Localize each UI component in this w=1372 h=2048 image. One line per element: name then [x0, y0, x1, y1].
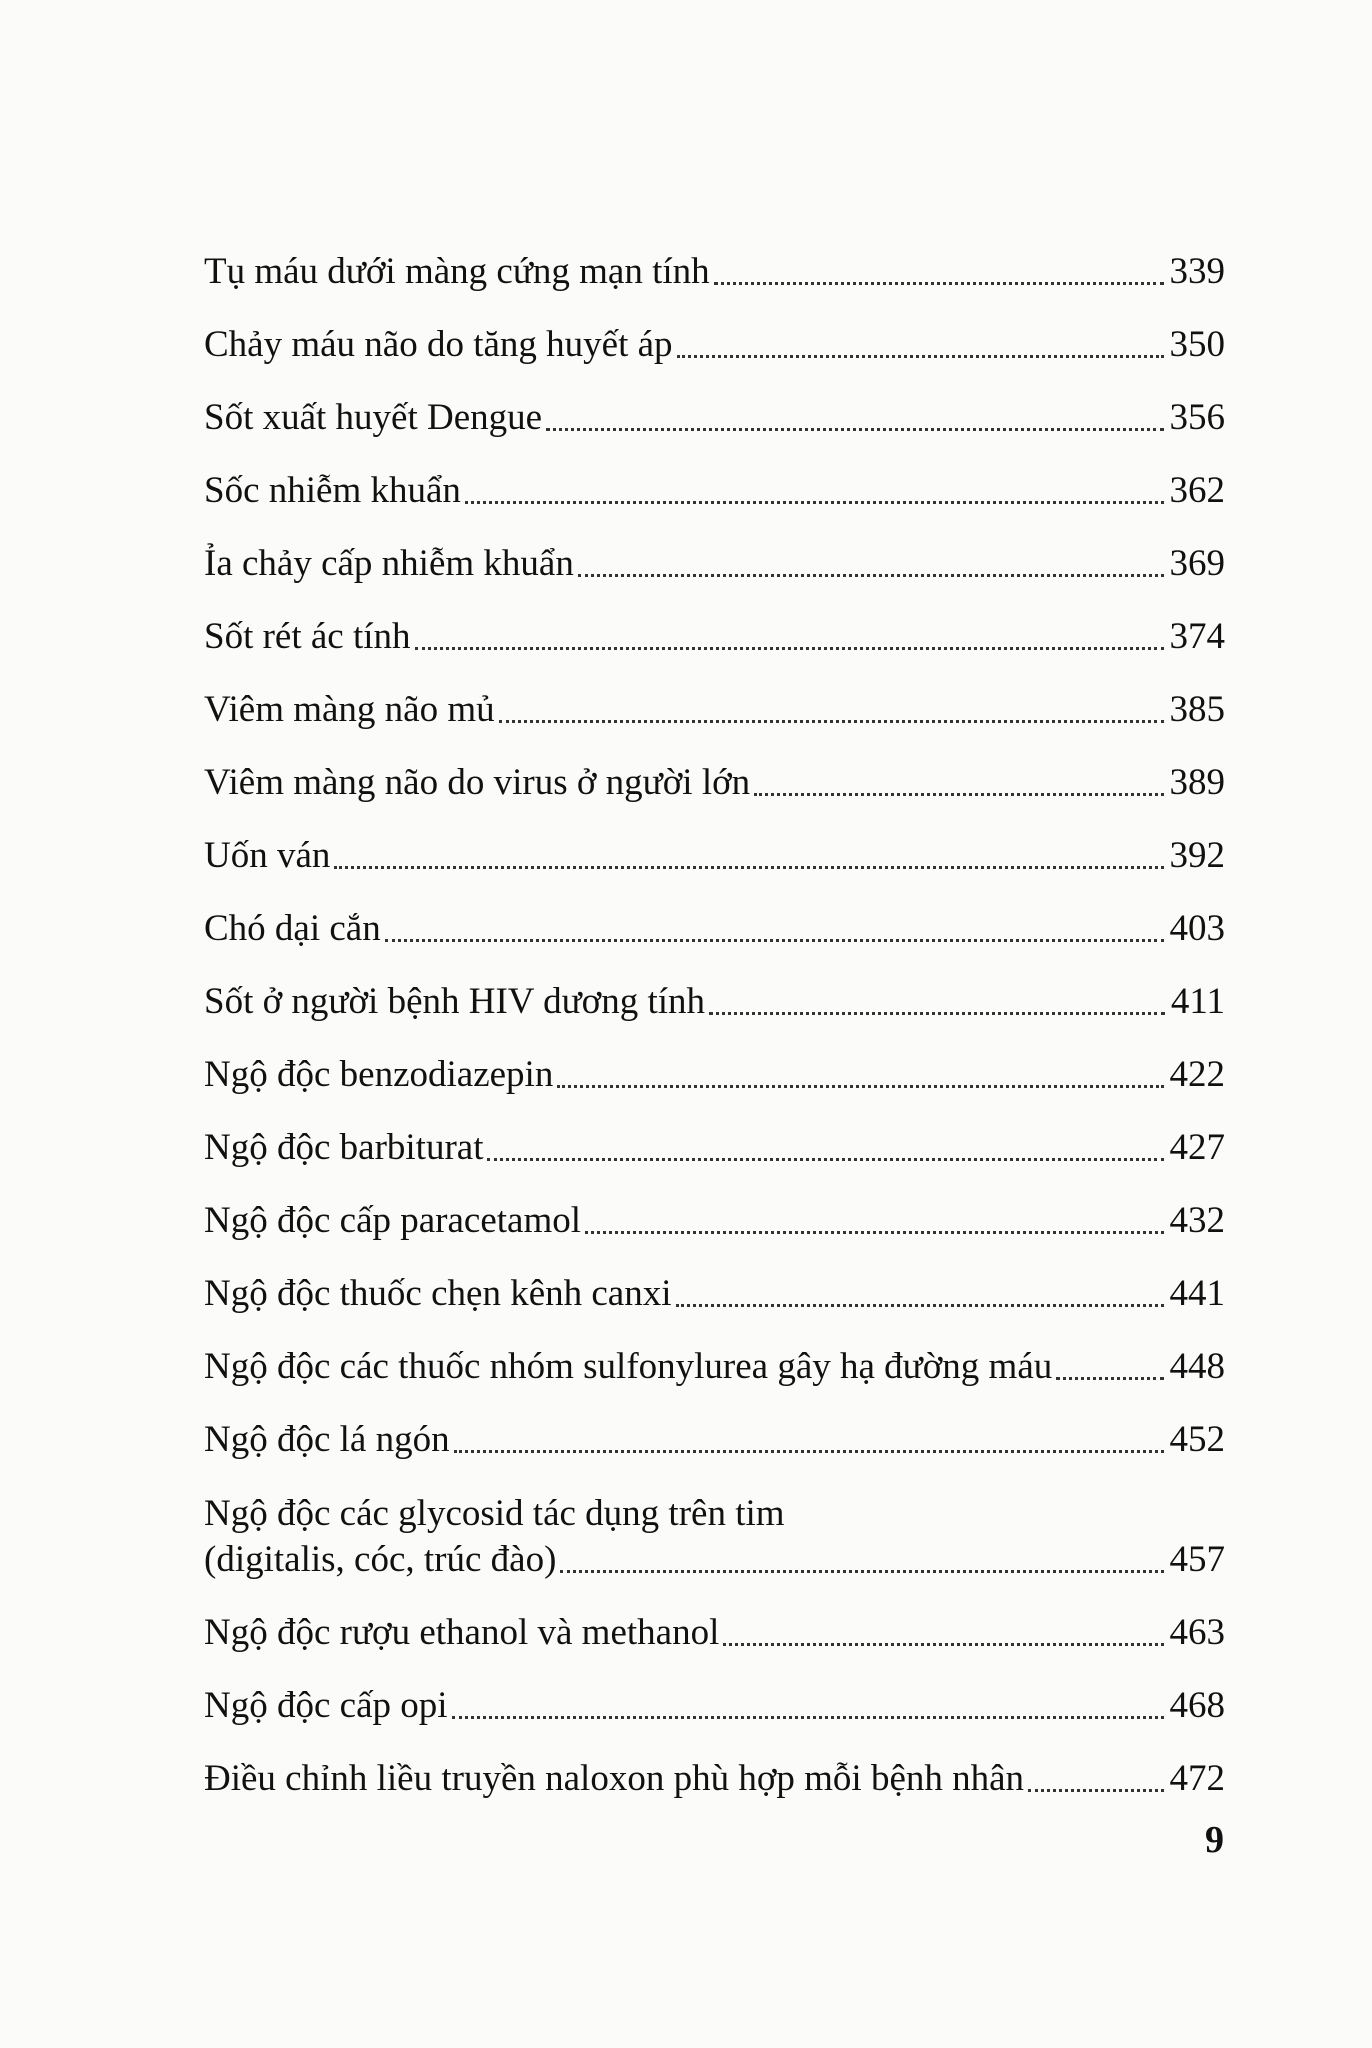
toc-entry-title: Ngộ độc cấp opi — [204, 1685, 448, 1726]
toc-entry — [204, 295, 1225, 368]
toc-entry-page: 385 — [1169, 689, 1225, 730]
toc-entry-page: 457 — [1169, 1539, 1225, 1580]
dot-leader — [1056, 1377, 1163, 1380]
toc-entry-title: Chảy máu não do tăng huyết áp — [204, 324, 673, 365]
dot-leader — [546, 428, 1163, 431]
toc-entry-title: Chó dại cắn — [204, 908, 381, 949]
toc-entry-page: 463 — [1169, 1612, 1225, 1653]
toc-entry — [204, 1244, 1225, 1317]
toc-entry — [204, 733, 1225, 806]
toc-entry-page: 403 — [1169, 908, 1225, 949]
toc-entry-title: Ngộ độc barbiturat — [204, 1127, 484, 1168]
toc-entry — [204, 587, 1225, 660]
table-of-contents — [204, 222, 1225, 1802]
dot-leader — [415, 647, 1164, 650]
dot-leader — [714, 282, 1164, 285]
toc-entry-page: 411 — [1170, 981, 1225, 1022]
toc-entry — [204, 1463, 1225, 1583]
toc-entry-title: Sốt rét ác tính — [204, 616, 411, 657]
toc-entry-page: 389 — [1169, 762, 1225, 803]
toc-entry-page: 422 — [1169, 1054, 1225, 1095]
dot-leader — [452, 1716, 1164, 1719]
dot-leader — [465, 501, 1164, 504]
toc-entry-title-line1: Ngộ độc các glycosid tác dụng trên tim — [204, 1493, 785, 1534]
dot-leader — [557, 1085, 1163, 1088]
toc-entry — [204, 1583, 1225, 1656]
toc-entry-page: 448 — [1169, 1346, 1225, 1387]
dot-leader — [487, 1158, 1163, 1161]
dot-leader — [499, 720, 1164, 723]
dot-leader — [334, 866, 1163, 869]
toc-entry-title: Ngộ độc benzodiazepin — [204, 1054, 554, 1095]
toc-entry-title: Uốn ván — [204, 835, 331, 876]
toc-entry-page: 356 — [1169, 397, 1225, 438]
dot-leader — [585, 1231, 1163, 1234]
toc-entry — [204, 806, 1225, 879]
toc-entry — [204, 879, 1225, 952]
dot-leader — [676, 1304, 1164, 1307]
dot-leader — [385, 939, 1164, 942]
toc-entry-page: 339 — [1169, 251, 1225, 292]
toc-entry-page: 369 — [1169, 543, 1225, 584]
toc-entry-title: Sốt ở người bệnh HIV dương tính — [204, 981, 706, 1022]
toc-entry — [204, 441, 1225, 514]
dot-leader — [723, 1643, 1163, 1646]
toc-entry — [204, 1656, 1225, 1729]
toc-entry — [204, 1171, 1225, 1244]
toc-entry — [204, 514, 1225, 587]
toc-entry-title: Ỉa chảy cấp nhiễm khuẩn — [204, 543, 574, 584]
toc-entry-title: Ngộ độc lá ngón — [204, 1419, 450, 1460]
toc-entry-page: 452 — [1169, 1419, 1225, 1460]
toc-entry — [204, 1025, 1225, 1098]
toc-entry-title: Ngộ độc thuốc chẹn kênh canxi — [204, 1273, 672, 1314]
dot-leader — [578, 574, 1164, 577]
toc-entry-page: 350 — [1169, 324, 1225, 365]
dot-leader — [754, 793, 1163, 796]
toc-entry-title: Ngộ độc rượu ethanol và methanol — [204, 1612, 720, 1653]
toc-entry-page: 374 — [1169, 616, 1225, 657]
toc-entry-title: Điều chỉnh liều truyền naloxon phù hợp mỗi bệnh nhân — [204, 1758, 1025, 1799]
toc-entry-title: Sốt xuất huyết Dengue — [204, 397, 543, 438]
dot-leader — [709, 1012, 1165, 1015]
toc-entry — [204, 660, 1225, 733]
toc-entry-title: Tụ máu dưới màng cứng mạn tính — [204, 251, 710, 292]
page-number: 9 — [1205, 1819, 1224, 1861]
toc-entry — [204, 1317, 1225, 1390]
toc-entry — [204, 368, 1225, 441]
toc-entry-page: 468 — [1169, 1685, 1225, 1726]
toc-entry-title: Ngộ độc các thuốc nhóm sulfonylurea gây hạ đường máu — [204, 1346, 1053, 1387]
dot-leader — [560, 1570, 1163, 1573]
toc-entry-page: 362 — [1169, 470, 1225, 511]
toc-entry-page: 427 — [1169, 1127, 1225, 1168]
toc-entry-title: Viêm màng não mủ — [204, 689, 495, 730]
toc-entry-page: 441 — [1169, 1273, 1225, 1314]
toc-entry-row — [204, 1537, 1225, 1583]
toc-entry — [204, 952, 1225, 1025]
toc-entry-page: 472 — [1169, 1758, 1225, 1799]
toc-entry — [204, 1098, 1225, 1171]
toc-entry-title: (digitalis, cóc, trúc đào) — [204, 1539, 557, 1580]
dot-leader — [1028, 1789, 1163, 1792]
dot-leader — [677, 355, 1164, 358]
toc-entry — [204, 1390, 1225, 1463]
toc-entry-page: 432 — [1169, 1200, 1225, 1241]
toc-entry-page: 392 — [1169, 835, 1225, 876]
dot-leader — [454, 1450, 1164, 1453]
toc-entry-title: Viêm màng não do virus ở người lớn — [204, 762, 751, 803]
toc-entry — [204, 1729, 1225, 1802]
toc-entry-title: Ngộ độc cấp paracetamol — [204, 1200, 582, 1241]
toc-entry — [204, 222, 1225, 295]
toc-entry-title: Sốc nhiễm khuẩn — [204, 470, 461, 511]
